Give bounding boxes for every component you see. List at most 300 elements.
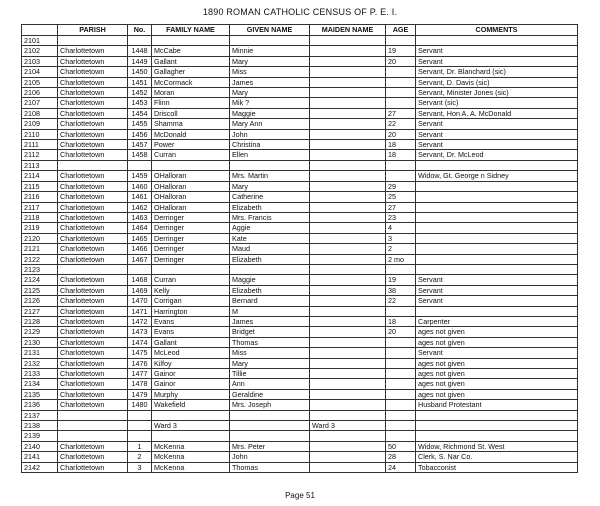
table-row — [22, 160, 578, 170]
cell-family-name: McCormack — [152, 77, 230, 87]
cell-family-name: Gallant — [152, 337, 230, 347]
cell-family-name: Shamma — [152, 119, 230, 129]
cell-comments — [416, 192, 578, 202]
header-maiden-name: MAIDEN NAME — [310, 25, 386, 36]
cell-age: 18 — [386, 140, 416, 150]
cell-parish: Charlottetown — [58, 285, 128, 295]
cell-comments: ages not given — [416, 389, 578, 399]
cell-maiden-name — [310, 285, 386, 295]
cell-given-name: James — [230, 77, 310, 87]
cell-record-number: 2135 — [22, 389, 58, 399]
table-row — [22, 275, 578, 285]
table-row — [22, 358, 578, 368]
cell-given-name — [230, 36, 310, 46]
cell-parish: Charlottetown — [58, 223, 128, 233]
cell-parish: Charlottetown — [58, 441, 128, 451]
table-row — [22, 348, 578, 358]
cell-maiden-name — [310, 316, 386, 326]
cell-given-name: Mrs. Francis — [230, 212, 310, 222]
cell-family-name: Wakefield — [152, 400, 230, 410]
cell-parish: Charlottetown — [58, 140, 128, 150]
cell-number: 1480 — [128, 400, 152, 410]
cell-age: 27 — [386, 202, 416, 212]
cell-record-number: 2139 — [22, 431, 58, 441]
cell-record-number: 2105 — [22, 77, 58, 87]
cell-record-number: 2107 — [22, 98, 58, 108]
cell-given-name: Elizabeth — [230, 202, 310, 212]
cell-family-name — [152, 160, 230, 170]
cell-parish: Charlottetown — [58, 389, 128, 399]
cell-number: 1453 — [128, 98, 152, 108]
cell-number: 1474 — [128, 337, 152, 347]
table-row — [22, 88, 578, 98]
cell-family-name: Derringer — [152, 212, 230, 222]
cell-family-name: Harrington — [152, 306, 230, 316]
cell-comments: ages not given — [416, 327, 578, 337]
cell-family-name: Moran — [152, 88, 230, 98]
cell-age: 28 — [386, 452, 416, 462]
cell-comments: Servant, Dr. Blanchard (sic) — [416, 67, 578, 77]
cell-number — [128, 410, 152, 420]
table-row — [22, 327, 578, 337]
cell-age: 3 — [386, 233, 416, 243]
cell-given-name — [230, 160, 310, 170]
cell-maiden-name — [310, 233, 386, 243]
cell-maiden-name — [310, 306, 386, 316]
cell-record-number: 2126 — [22, 296, 58, 306]
cell-comments — [416, 264, 578, 274]
table-row — [22, 192, 578, 202]
cell-comments — [416, 202, 578, 212]
cell-comments: Servant — [416, 296, 578, 306]
cell-maiden-name — [310, 358, 386, 368]
cell-age: 2 — [386, 244, 416, 254]
cell-parish: Charlottetown — [58, 233, 128, 243]
cell-comments — [416, 254, 578, 264]
header-row — [22, 25, 578, 36]
cell-given-name: Mary — [230, 358, 310, 368]
cell-family-name: McKenna — [152, 441, 230, 451]
cell-number: 1469 — [128, 285, 152, 295]
cell-given-name: Miss — [230, 348, 310, 358]
table-row — [22, 202, 578, 212]
cell-number: 1452 — [128, 88, 152, 98]
cell-record-number: 2140 — [22, 441, 58, 451]
cell-record-number: 2114 — [22, 171, 58, 181]
table-row — [22, 410, 578, 420]
cell-maiden-name — [310, 140, 386, 150]
cell-number — [128, 264, 152, 274]
cell-maiden-name — [310, 202, 386, 212]
table-row — [22, 212, 578, 222]
cell-number: 1450 — [128, 67, 152, 77]
cell-age — [386, 88, 416, 98]
cell-maiden-name — [310, 244, 386, 254]
cell-maiden-name — [310, 150, 386, 160]
cell-number: 1459 — [128, 171, 152, 181]
cell-age: 20 — [386, 327, 416, 337]
cell-parish: Charlottetown — [58, 171, 128, 181]
cell-maiden-name: Ward 3 — [310, 421, 386, 431]
cell-age — [386, 431, 416, 441]
cell-family-name: McKenna — [152, 452, 230, 462]
header-given-name: GIVEN NAME — [230, 25, 310, 36]
cell-family-name: McKenna — [152, 462, 230, 472]
table-row — [22, 244, 578, 254]
cell-number: 1 — [128, 441, 152, 451]
cell-parish: Charlottetown — [58, 452, 128, 462]
cell-given-name: Maggie — [230, 275, 310, 285]
cell-comments: Husband Protestant — [416, 400, 578, 410]
cell-parish: Charlottetown — [58, 98, 128, 108]
table-row — [22, 389, 578, 399]
cell-given-name — [230, 421, 310, 431]
cell-given-name: Thomas — [230, 462, 310, 472]
cell-given-name: John — [230, 452, 310, 462]
cell-comments: Servant, D. Davis (sic) — [416, 77, 578, 87]
cell-number: 1466 — [128, 244, 152, 254]
cell-maiden-name — [310, 160, 386, 170]
cell-parish: Charlottetown — [58, 348, 128, 358]
table-row — [22, 67, 578, 77]
cell-given-name: Mary Ann — [230, 119, 310, 129]
cell-number: 1476 — [128, 358, 152, 368]
cell-age: 50 — [386, 441, 416, 451]
cell-comments — [416, 233, 578, 243]
cell-record-number: 2101 — [22, 36, 58, 46]
cell-parish: Charlottetown — [58, 181, 128, 191]
cell-given-name: Mik ? — [230, 98, 310, 108]
cell-number: 1463 — [128, 212, 152, 222]
cell-maiden-name — [310, 327, 386, 337]
cell-given-name: Mary — [230, 181, 310, 191]
cell-number: 1464 — [128, 223, 152, 233]
cell-given-name: John — [230, 129, 310, 139]
cell-comments: ages not given — [416, 358, 578, 368]
cell-age — [386, 358, 416, 368]
cell-given-name — [230, 431, 310, 441]
cell-parish: Charlottetown — [58, 337, 128, 347]
cell-record-number: 2106 — [22, 88, 58, 98]
header-comments: COMMENTS — [416, 25, 578, 36]
cell-given-name: Minnie — [230, 46, 310, 56]
cell-maiden-name — [310, 389, 386, 399]
cell-number — [128, 36, 152, 46]
table-row — [22, 181, 578, 191]
cell-parish: Charlottetown — [58, 129, 128, 139]
cell-number: 1460 — [128, 181, 152, 191]
census-body — [22, 36, 578, 473]
cell-family-name: Kelly — [152, 285, 230, 295]
cell-number — [128, 431, 152, 441]
cell-family-name: Flinn — [152, 98, 230, 108]
cell-number: 1456 — [128, 129, 152, 139]
cell-maiden-name — [310, 462, 386, 472]
cell-comments — [416, 223, 578, 233]
cell-age — [386, 77, 416, 87]
cell-family-name: Gainor — [152, 369, 230, 379]
cell-given-name: Thomas — [230, 337, 310, 347]
cell-parish: Charlottetown — [58, 462, 128, 472]
cell-family-name: Derringer — [152, 254, 230, 264]
cell-family-name: Gainor — [152, 379, 230, 389]
cell-family-name: OHalloran — [152, 181, 230, 191]
cell-age — [386, 98, 416, 108]
cell-maiden-name — [310, 264, 386, 274]
cell-maiden-name — [310, 46, 386, 56]
cell-family-name: Kilfoy — [152, 358, 230, 368]
cell-parish — [58, 410, 128, 420]
cell-given-name: Ann — [230, 379, 310, 389]
cell-maiden-name — [310, 171, 386, 181]
cell-age — [386, 36, 416, 46]
cell-age — [386, 67, 416, 77]
cell-comments: ages not given — [416, 369, 578, 379]
cell-comments — [416, 181, 578, 191]
cell-given-name: Elizabeth — [230, 285, 310, 295]
cell-parish: Charlottetown — [58, 56, 128, 66]
cell-parish — [58, 421, 128, 431]
cell-age: 22 — [386, 296, 416, 306]
cell-age — [386, 264, 416, 274]
cell-maiden-name — [310, 77, 386, 87]
cell-number: 1467 — [128, 254, 152, 264]
cell-number: 1472 — [128, 316, 152, 326]
cell-record-number: 2128 — [22, 316, 58, 326]
table-row — [22, 150, 578, 160]
cell-number: 1462 — [128, 202, 152, 212]
cell-maiden-name — [310, 36, 386, 46]
cell-age — [386, 337, 416, 347]
cell-age: 25 — [386, 192, 416, 202]
cell-comments — [416, 410, 578, 420]
cell-number: 1465 — [128, 233, 152, 243]
cell-family-name: Gallagher — [152, 67, 230, 77]
table-row — [22, 306, 578, 316]
cell-record-number: 2118 — [22, 212, 58, 222]
cell-given-name: Mary — [230, 56, 310, 66]
cell-record-number: 2121 — [22, 244, 58, 254]
cell-parish: Charlottetown — [58, 202, 128, 212]
table-row — [22, 441, 578, 451]
cell-comments — [416, 212, 578, 222]
table-row — [22, 285, 578, 295]
cell-parish: Charlottetown — [58, 88, 128, 98]
cell-family-name: Power — [152, 140, 230, 150]
table-row — [22, 77, 578, 87]
cell-number: 1458 — [128, 150, 152, 160]
table-row — [22, 462, 578, 472]
cell-maiden-name — [310, 67, 386, 77]
cell-age — [386, 410, 416, 420]
cell-given-name: Maud — [230, 244, 310, 254]
cell-maiden-name — [310, 212, 386, 222]
table-row — [22, 98, 578, 108]
cell-record-number: 2131 — [22, 348, 58, 358]
cell-given-name: Mary — [230, 88, 310, 98]
cell-maiden-name — [310, 296, 386, 306]
cell-record-number: 2102 — [22, 46, 58, 56]
cell-family-name: Ward 3 — [152, 421, 230, 431]
cell-parish — [58, 36, 128, 46]
cell-age: 27 — [386, 108, 416, 118]
table-row — [22, 171, 578, 181]
cell-age: 38 — [386, 285, 416, 295]
cell-given-name: Mrs. Peter — [230, 441, 310, 451]
cell-number — [128, 160, 152, 170]
table-row — [22, 264, 578, 274]
cell-family-name: OHalloran — [152, 171, 230, 181]
cell-comments: Servant — [416, 129, 578, 139]
cell-given-name: Bernard — [230, 296, 310, 306]
cell-parish: Charlottetown — [58, 306, 128, 316]
cell-parish: Charlottetown — [58, 254, 128, 264]
cell-maiden-name — [310, 431, 386, 441]
cell-comments: Servant — [416, 46, 578, 56]
cell-comments: Widow, Gt. George n Sidney — [416, 171, 578, 181]
cell-record-number: 2141 — [22, 452, 58, 462]
cell-parish: Charlottetown — [58, 316, 128, 326]
table-row — [22, 369, 578, 379]
cell-record-number: 2103 — [22, 56, 58, 66]
cell-record-number: 2125 — [22, 285, 58, 295]
cell-number: 1461 — [128, 192, 152, 202]
cell-family-name — [152, 431, 230, 441]
cell-parish: Charlottetown — [58, 46, 128, 56]
cell-record-number: 2123 — [22, 264, 58, 274]
cell-record-number: 2113 — [22, 160, 58, 170]
cell-comments: Servant — [416, 140, 578, 150]
header-age: AGE — [386, 25, 416, 36]
cell-given-name: Miss — [230, 67, 310, 77]
cell-number: 1478 — [128, 379, 152, 389]
cell-age — [386, 369, 416, 379]
table-row — [22, 254, 578, 264]
cell-age — [386, 379, 416, 389]
cell-comments: Servant, Minister Jones (sic) — [416, 88, 578, 98]
cell-number: 1449 — [128, 56, 152, 66]
cell-comments: Clerk, S. Nar Co. — [416, 452, 578, 462]
cell-family-name: OHalloran — [152, 202, 230, 212]
cell-given-name: James — [230, 316, 310, 326]
cell-age — [386, 171, 416, 181]
cell-record-number: 2115 — [22, 181, 58, 191]
table-row — [22, 421, 578, 431]
cell-maiden-name — [310, 98, 386, 108]
cell-given-name: M — [230, 306, 310, 316]
cell-comments: Servant, Dr. McLeod — [416, 150, 578, 160]
table-row — [22, 140, 578, 150]
cell-age: 18 — [386, 150, 416, 160]
cell-number: 1468 — [128, 275, 152, 285]
cell-age: 20 — [386, 129, 416, 139]
cell-comments: Tobacconist — [416, 462, 578, 472]
table-row — [22, 400, 578, 410]
cell-age — [386, 306, 416, 316]
table-row — [22, 56, 578, 66]
cell-family-name: Derringer — [152, 223, 230, 233]
cell-age: 22 — [386, 119, 416, 129]
cell-record-number: 2133 — [22, 369, 58, 379]
cell-record-number: 2127 — [22, 306, 58, 316]
cell-maiden-name — [310, 452, 386, 462]
cell-record-number: 2110 — [22, 129, 58, 139]
cell-comments: ages not given — [416, 379, 578, 389]
cell-comments: Servant, Hon A. A. McDonald — [416, 108, 578, 118]
cell-number: 1477 — [128, 369, 152, 379]
cell-family-name: OHalloran — [152, 192, 230, 202]
cell-comments — [416, 421, 578, 431]
cell-record-number: 2112 — [22, 150, 58, 160]
cell-age: 19 — [386, 46, 416, 56]
cell-family-name: Derringer — [152, 233, 230, 243]
cell-number: 1470 — [128, 296, 152, 306]
cell-family-name: Curran — [152, 275, 230, 285]
cell-maiden-name — [310, 410, 386, 420]
cell-maiden-name — [310, 119, 386, 129]
cell-age: 2 mo — [386, 254, 416, 264]
cell-given-name: Christina — [230, 140, 310, 150]
table-row — [22, 379, 578, 389]
cell-record-number: 2134 — [22, 379, 58, 389]
cell-maiden-name — [310, 108, 386, 118]
cell-family-name: Evans — [152, 316, 230, 326]
cell-record-number: 2138 — [22, 421, 58, 431]
cell-number: 1454 — [128, 108, 152, 118]
header-record — [22, 25, 58, 36]
cell-given-name — [230, 410, 310, 420]
cell-family-name — [152, 264, 230, 274]
cell-maiden-name — [310, 337, 386, 347]
cell-record-number: 2117 — [22, 202, 58, 212]
cell-comments: Carpenter — [416, 316, 578, 326]
cell-record-number: 2132 — [22, 358, 58, 368]
cell-record-number: 2108 — [22, 108, 58, 118]
cell-comments: Servant — [416, 348, 578, 358]
cell-comments: Servant — [416, 119, 578, 129]
cell-maiden-name — [310, 129, 386, 139]
cell-age: 18 — [386, 316, 416, 326]
cell-given-name: Aggie — [230, 223, 310, 233]
cell-number: 3 — [128, 462, 152, 472]
cell-given-name: Maggie — [230, 108, 310, 118]
cell-age: 19 — [386, 275, 416, 285]
cell-parish: Charlottetown — [58, 150, 128, 160]
cell-comments: Servant (sic) — [416, 98, 578, 108]
cell-family-name — [152, 410, 230, 420]
cell-given-name: Mrs. Joseph — [230, 400, 310, 410]
cell-number: 1475 — [128, 348, 152, 358]
cell-comments — [416, 306, 578, 316]
table-row — [22, 337, 578, 347]
cell-comments — [416, 244, 578, 254]
cell-age: 23 — [386, 212, 416, 222]
cell-family-name: Driscoll — [152, 108, 230, 118]
cell-age: 20 — [386, 56, 416, 66]
cell-age: 24 — [386, 462, 416, 472]
cell-maiden-name — [310, 379, 386, 389]
cell-number: 1457 — [128, 140, 152, 150]
page-title: 1890 ROMAN CATHOLIC CENSUS OF P. E. I. — [202, 7, 398, 17]
cell-maiden-name — [310, 223, 386, 233]
table-row — [22, 36, 578, 46]
cell-number: 2 — [128, 452, 152, 462]
cell-comments: ages not given — [416, 337, 578, 347]
cell-record-number: 2104 — [22, 67, 58, 77]
header-parish: PARISH — [58, 25, 128, 36]
cell-family-name: Gallant — [152, 56, 230, 66]
cell-family-name: Corrigan — [152, 296, 230, 306]
